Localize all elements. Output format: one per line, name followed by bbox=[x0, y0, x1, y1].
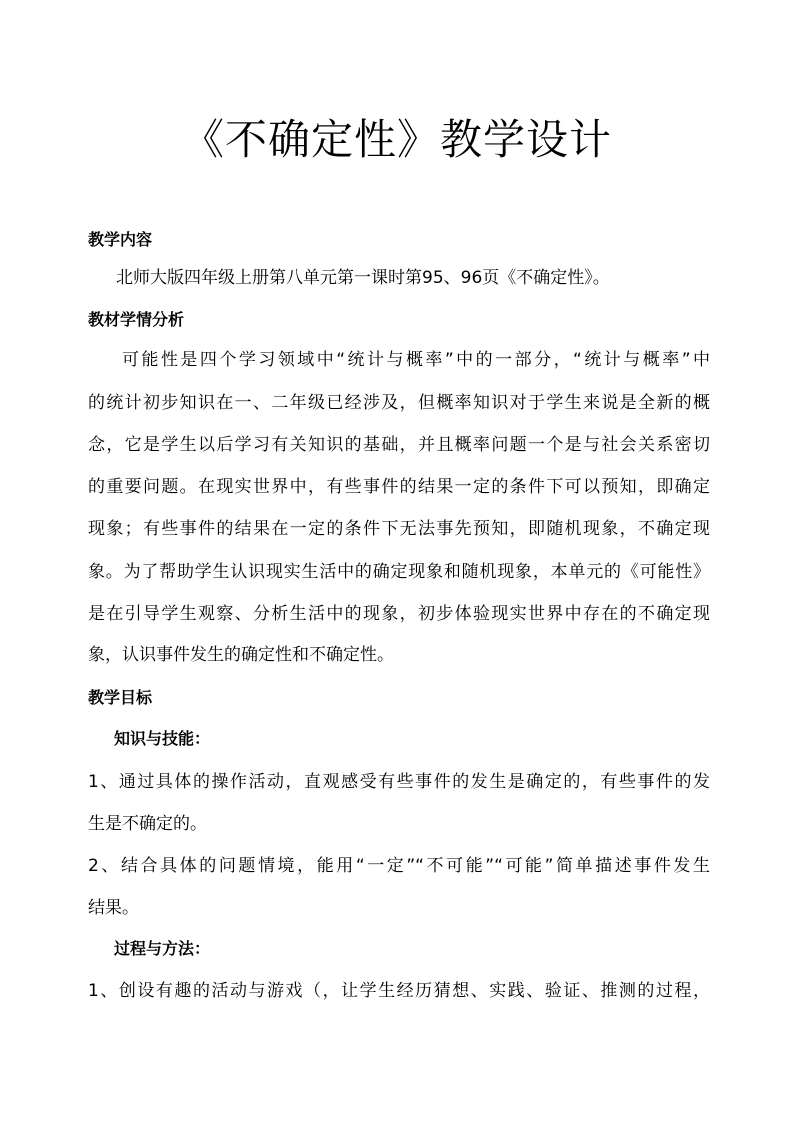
analysis-line: 的统计初步知识在一、二年级已经涉及，但概率知识对于学生来说是全新的概 bbox=[88, 393, 710, 413]
knowledge-line: 1、通过具体的操作活动，直观感受有些事件的发生是确定的，有些事件的发 bbox=[88, 772, 710, 792]
document-title: 《不确定性》教学设计 bbox=[181, 115, 612, 164]
content-text: 北师大版四年级上册第八单元第一课时第95、96页《不确定性》。 bbox=[116, 268, 610, 288]
section-heading-goals: 教学目标 bbox=[88, 688, 153, 707]
section-heading-analysis: 教材学情分析 bbox=[88, 310, 185, 329]
analysis-line: 象。为了帮助学生认识现实生活中的确定现象和随机现象，本单元的《可能性》 bbox=[88, 562, 710, 582]
analysis-line: 象，认识事件发生的确定性和不确定性。 bbox=[88, 645, 394, 665]
knowledge-line: 结果。 bbox=[88, 898, 139, 918]
subheading-knowledge-skills: 知识与技能： bbox=[114, 729, 211, 748]
knowledge-line: 2、结合具体的问题情境，能用“一定”“不可能”“可能”简单描述事件发生 bbox=[88, 856, 710, 876]
analysis-line: 是在引导学生观察、分析生活中的现象，初步体验现实世界中存在的不确定现 bbox=[88, 604, 710, 624]
process-line: 1、创设有趣的活动与游戏（，让学生经历猜想、实践、验证、推测的过程， bbox=[88, 981, 710, 1001]
section-heading-content: 教学内容 bbox=[88, 230, 153, 249]
knowledge-line: 生是不确定的。 bbox=[88, 814, 207, 834]
analysis-line: 可能性是四个学习领域中“统计与概率”中的一部分，“统计与概率”中 bbox=[122, 350, 710, 370]
analysis-line: 现象；有些事件的结果在一定的条件下无法事先预知，即随机现象，不确定现 bbox=[88, 519, 710, 539]
subheading-process-methods: 过程与方法： bbox=[114, 939, 211, 958]
analysis-line: 念，它是学生以后学习有关知识的基础，并且概率问题一个是与社会关系密切 bbox=[88, 435, 710, 455]
analysis-line: 的重要问题。在现实世界中，有些事件的结果一定的条件下可以预知，即确定 bbox=[88, 477, 710, 497]
